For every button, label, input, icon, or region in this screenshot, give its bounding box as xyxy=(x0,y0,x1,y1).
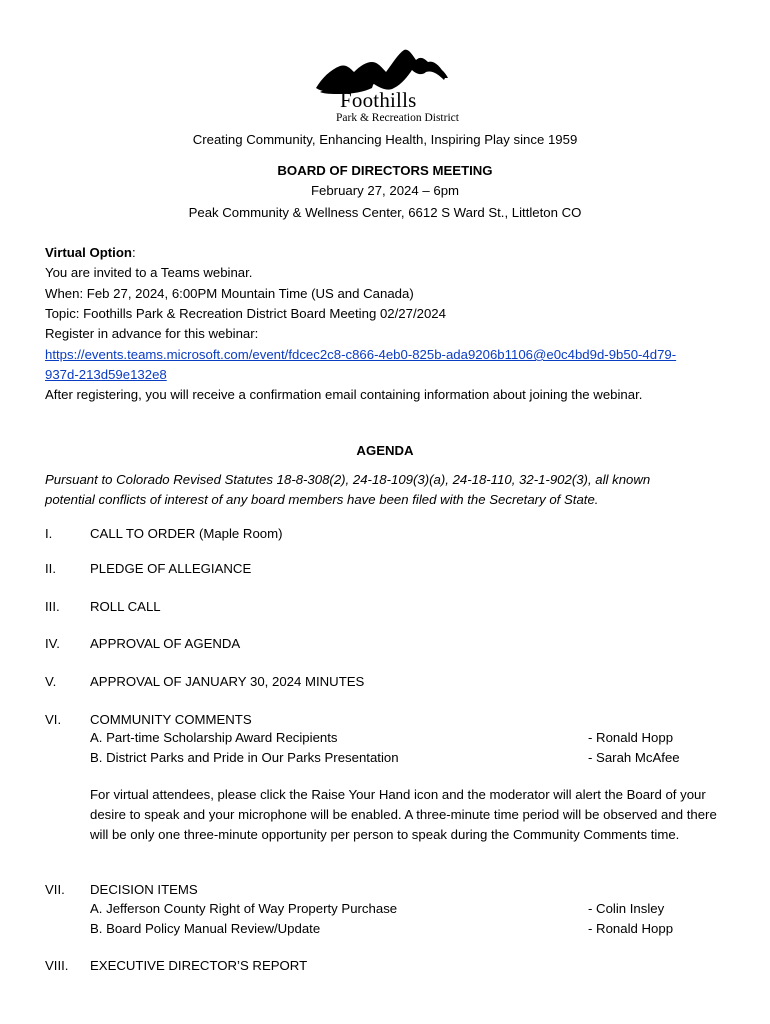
meeting-location: Peak Community & Wellness Center, 6612 S Ward St., Littleton CO xyxy=(188,205,582,220)
agenda-item-number: V. xyxy=(45,674,57,689)
agenda-subitem-presenter: - Ronald Hopp xyxy=(588,730,674,745)
tagline: Creating Community, Enhancing Health, Inspiring Play since 1959 xyxy=(192,132,578,147)
agenda-disclosure-line1: Pursuant to Colorado Revised Statutes 18-8-308(2), 24-18-109(3)(a), 24-18-110, 32-1-902(3), all known xyxy=(45,472,651,487)
agenda-subitem-label: A. Jefferson County Right of Way Property Purchase xyxy=(90,901,398,916)
agenda-item-label: ROLL CALL xyxy=(90,599,161,614)
webinar-when: When: Feb 27, 2024, 6:00PM Mountain Time (US and Canada) xyxy=(45,286,414,301)
agenda-disclosure-line2: potential conflicts of interest of any board members have been filed with the Secretary of State. xyxy=(45,492,599,507)
agenda-item-label: CALL TO ORDER (Maple Room) xyxy=(90,526,283,541)
agenda-item-number: III. xyxy=(45,599,60,614)
agenda-item-label: APPROVAL OF JANUARY 30, 2024 MINUTES xyxy=(90,674,365,689)
community-comments-note: For virtual attendees, please click the Raise Your Hand icon and the moderator will alert the Board of your desire to speak and your microphone will be enabled. A three-minute time period will be observed and there will be only one three-minute opportunity per person to speak during the Community Comments time. xyxy=(90,787,717,842)
agenda-item-number: VIII. xyxy=(45,958,69,973)
agenda-subitem-presenter: - Colin Insley xyxy=(588,901,665,916)
webinar-link-line1[interactable]: https://events.teams.microsoft.com/event/fdcec2c8-c866-4eb0-825b-ada9206b1106@e0c4bd9d-9b50-4d79- xyxy=(45,347,677,362)
logo-subtitle: Park & Recreation District xyxy=(336,112,459,124)
meeting-title: BOARD OF DIRECTORS MEETING xyxy=(277,163,493,178)
meeting-date-time: February 27, 2024 – 6pm xyxy=(310,183,460,198)
virtual-option-heading xyxy=(45,245,136,260)
agenda-item-number: IV. xyxy=(45,636,60,651)
webinar-link-line2[interactable]: 937d-213d59e132e8 xyxy=(45,367,167,382)
agenda-subitem-presenter: - Ronald Hopp xyxy=(588,921,674,936)
agenda-item-number: VI. xyxy=(45,712,62,727)
agenda-subitem-presenter: - Sarah McAfee xyxy=(588,750,680,765)
agenda-subitem-label: B. District Parks and Pride in Our Parks Presentation xyxy=(90,750,399,765)
agenda-item-number: II. xyxy=(45,561,56,576)
agenda-item-label: COMMUNITY COMMENTS xyxy=(90,712,252,727)
agenda-subitem-label: A. Part-time Scholarship Award Recipients xyxy=(90,730,338,745)
webinar-after-register: After registering, you will receive a confirmation email containing information about joining the webinar. xyxy=(45,387,643,402)
agenda-item-number: I. xyxy=(45,526,53,541)
agenda-item-number: VII. xyxy=(45,882,65,897)
agenda-item-label: PLEDGE OF ALLEGIANCE xyxy=(90,561,252,576)
webinar-invite: You are invited to a Teams webinar. xyxy=(45,265,253,280)
agenda-item-label: EXECUTIVE DIRECTOR’S REPORT xyxy=(90,958,308,973)
agenda-item-label: APPROVAL OF AGENDA xyxy=(90,636,241,651)
virtual-option-colon: : xyxy=(131,245,136,260)
agenda-subitem-label: B. Board Policy Manual Review/Update xyxy=(90,921,321,936)
webinar-topic: Topic: Foothills Park & Recreation District Board Meeting 02/27/2024 xyxy=(45,306,446,321)
district-logo xyxy=(312,48,459,126)
virtual-option-label: Virtual Option xyxy=(45,245,132,260)
webinar-register: Register in advance for this webinar: xyxy=(45,326,259,341)
logo-name: Foothills xyxy=(340,88,417,112)
agenda-item-label: DECISION ITEMS xyxy=(90,882,198,897)
agenda-title: AGENDA xyxy=(356,443,414,458)
